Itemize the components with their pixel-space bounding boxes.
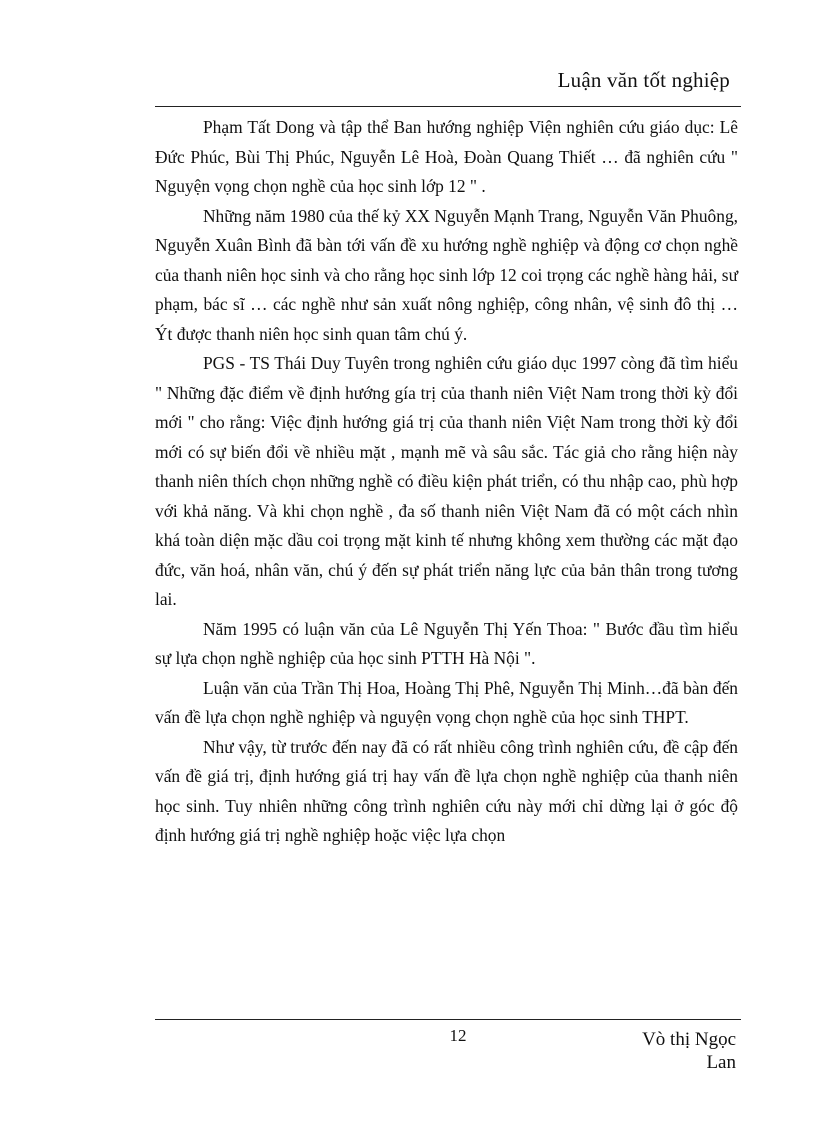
paragraph-2: Những năm 1980 của thế kỷ XX Nguyễn Mạnh Trang, Nguyễn Văn Phuông, Nguyễn Xuân Bình đã bàn tới vấn đề xu hướng nghề nghiệp và động cơ chọn nghề của thanh niên học sinh và cho rằng học sinh lớp 12 coi trọng các nghề hàng hải, sư phạm, bác sĩ … các nghề như sản xuất nông nghiệp, công nhân, vệ sinh đô thị … Ýt được thanh niên học sinh quan tâm chú ý. (155, 205, 738, 344)
document-body (155, 113, 738, 851)
author-name (536, 1028, 736, 1074)
author-line-1: Vò thị Ngọc (642, 1029, 736, 1050)
header-title: Luận văn tốt nghiệp (557, 68, 730, 92)
paragraph-4: Năm 1995 có luận văn của Lê Nguyễn Thị Yến Thoa: " Bước đầu tìm hiểu sự lựa chọn nghề nghiệp của học sinh PTTH Hà Nội ". (155, 618, 738, 668)
paragraph-6: Như vậy, từ trước đến nay đã có rất nhiều công trình nghiên cứu, đề cập đến vấn đề giá trị, định hướng giá trị hay vấn đề lựa chọn nghề nghiệp của thanh niên học sinh. Tuy nhiên những công trình nghiên cứu này mới chỉ dừng lại ở góc độ định hướng giá trị nghề nghiệp hoặc việc lựa chọn (155, 736, 738, 845)
paragraph-3: PGS - TS Thái Duy Tuyên trong nghiên cứu giáo dục 1997 còng đã tìm hiểu " Những đặc điểm về định hướng gía trị của thanh niên Việt Nam trong thời kỳ đổi mới " cho rằng: Việc định hướng giá trị của thanh niên Việt Nam trong thời kỳ đổi mới có sự biến đổi về nhiều mặt , mạnh mẽ và sâu sắc. Tác giả cho rằng hiện này thanh niên thích chọn những nghề có điều kiện phát triển, có thu nhập cao, phù hợp với khả năng. Và khi chọn nghề , đa số thanh niên Việt Nam đã có một cách nhìn khá toàn diện mặc dầu coi trọng mặt kinh tế nhưng không xem thường các mặt đạo đức, văn hoá, nhân văn, chú ý đến sự phát triển năng lực của bản thân trong tương lai. (155, 353, 738, 609)
paragraph-5: Luận văn của Trần Thị Hoa, Hoàng Thị Phê, Nguyễn Thị Minh…đã bàn đến vấn đề lựa chọn nghề nghiệp và nguyện vọng chọn nghề của học sinh THPT. (155, 677, 738, 727)
page-number: 12 (449, 1026, 467, 1045)
header-divider (155, 106, 741, 107)
paragraph-1: Phạm Tất Dong và tập thể Ban hướng nghiệp Viện nghiên cứu giáo dục: Lê Đức Phúc, Bùi Thị Phúc, Nguyễn Lê Hoà, Đoàn Quang Thiết … đã nghiên cứu " Nguyện vọng chọn nghề của học sinh lớp 12 " . (155, 117, 738, 196)
footer-divider (155, 1019, 741, 1020)
author-line-2: Lan (706, 1052, 736, 1073)
